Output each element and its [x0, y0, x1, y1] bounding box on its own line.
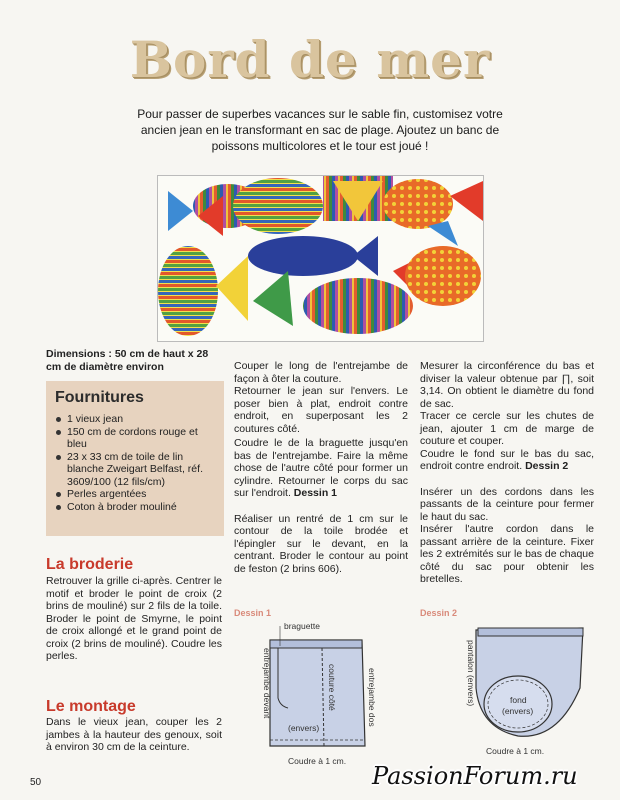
intro-text: Pour passer de superbes vacances sur le sable fin, customisez votre ancien jean en le transformant en sac de plage. Ajoutez un banc de poissons multicolores et le tour est joué !	[137, 107, 503, 153]
dessin-2-label: Dessin 2	[420, 608, 458, 618]
envers-label: (envers)	[288, 723, 320, 733]
broderie-heading: La broderie	[46, 556, 134, 573]
list-item: 23 x 33 cm de toile de lin blanche Zweigart Belfast, réf. 3609/100 (12 fils/cm)	[56, 451, 218, 489]
fournitures-box	[46, 381, 224, 536]
paragraph: Mesurer la circonférence du bas et diviser la valeur obtenue par ∏, soit 3,14. On obtient le diamètre du fond de sac.	[420, 360, 594, 410]
fond-envers-label: (envers)	[502, 706, 534, 716]
column-2	[234, 360, 408, 575]
entrejambe-dos-label: entrejambe dos	[367, 668, 377, 727]
column-3	[420, 360, 594, 586]
list-item: 1 vieux jean	[56, 413, 218, 426]
couture-cote-label: couture côté	[327, 664, 337, 711]
pantalon-label: pantalon (envers)	[466, 640, 476, 707]
paragraph-text: Coudre le fond sur le bas du sac, endroit contre endroit.	[420, 447, 594, 472]
paragraph: Couper le long de l'entrejambe de façon à ôter la couture.	[234, 360, 408, 385]
fournitures-list	[46, 413, 224, 513]
dessin-2-diagram	[438, 618, 598, 758]
list-item: Perles argentées	[56, 488, 218, 501]
dessin-1-label: Dessin 1	[234, 608, 272, 618]
paragraph	[234, 437, 408, 500]
couture-label: Coudre à 1 cm.	[288, 756, 347, 766]
paragraph: Réaliser un rentré de 1 cm sur le contour de la toile brodée et l'épingler sur le devant, en la centrant. Broder le contour au point de feston (2 brins 606).	[234, 512, 408, 575]
entrejambe-devant-label: entrejambe devant	[262, 648, 272, 719]
page-title: Bord de mer	[129, 30, 491, 89]
dessin-1-diagram	[240, 618, 400, 768]
page-number: 50	[30, 777, 42, 788]
paragraph: Insérer un des cordons dans les passants de la ceinture pour fermer le haut du sac.	[420, 485, 594, 523]
list-item: Coton à broder mouliné	[56, 501, 218, 514]
list-item: 150 cm de cordons rouge et bleu	[56, 426, 218, 451]
embroidery-photo	[157, 175, 484, 342]
paragraph: Tracer ce cercle sur les chutes de jean, ajouter 1 cm de marge de couture et couper.	[420, 410, 594, 447]
braguette-label: braguette	[284, 621, 320, 631]
couture-label: Coudre à 1 cm.	[486, 746, 545, 756]
paragraph-text: Coudre le de la braguette jusqu'en bas de l'entrejambe. Faire la même chose de l'autre côté pour former un cylindre. Retourner le corps du sac sur l'endroit.	[234, 437, 408, 499]
paragraph: Insérer l'autre cordon dans le passant arrière de la ceinture. Fixer les 2 extrémités sur le bas de chaque côté du sac pour obtenir les bretelles.	[420, 523, 594, 585]
reference: Dessin 2	[525, 460, 569, 472]
reference: Dessin 1	[293, 487, 337, 499]
fond-label: fond	[510, 695, 527, 705]
dimensions-text: Dimensions : 50 cm de haut x 28 cm de diamètre environ	[46, 348, 209, 373]
montage-heading: Le montage	[46, 698, 136, 715]
montage-text: Dans le vieux jean, couper les 2 jambes à la hauteur des genoux, soit à environ 30 cm de la ceinture.	[46, 716, 222, 753]
broderie-text: Retrouver la grille ci-après. Centrer le motif et broder le point de croix (2 brins de mouliné) sur 2 fils de la toile. Broder le point de Smyrne, le point de croix allongé et le grand point de croix (2 brins de mouliné). Coudre les perles.	[46, 575, 222, 662]
fournitures-heading: Fournitures	[55, 389, 144, 406]
paragraph	[420, 448, 594, 473]
paragraph: Retourner le jean sur l'envers. Le poser bien à plat, endroit contre endroit, en superposant les 2 coutures côté.	[234, 385, 408, 435]
watermark: PassionForum.ru	[372, 762, 578, 790]
